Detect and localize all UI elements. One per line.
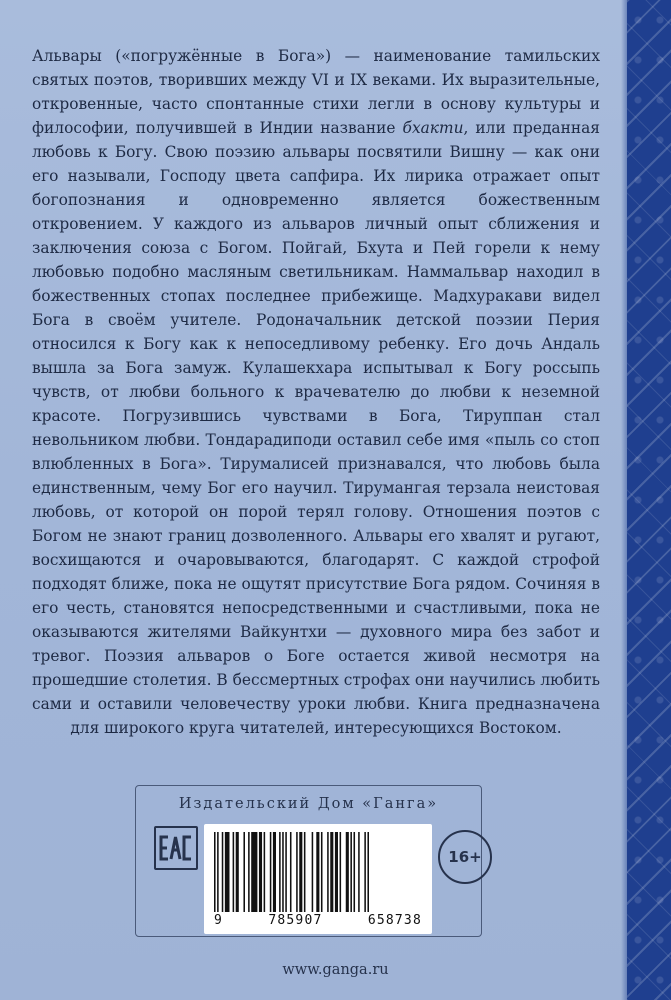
barcode-bar [290, 832, 292, 912]
barcode-bar [304, 832, 306, 912]
book-description [32, 44, 600, 740]
description-part-1: Альвары («погружённые в Бога») — наименование тамильских святых поэтов, творивших между VI и IX веками. Их выразительные, откровенные, часто спонтанные стихи легли в основу культуры и философии, получившей в Индии название [32, 47, 600, 137]
barcode-bar [259, 832, 262, 912]
barcode-bar [264, 832, 266, 912]
barcode-bar [273, 832, 276, 912]
isbn-barcode [204, 824, 432, 934]
barcode-bar [251, 832, 257, 912]
barcode-bar [346, 832, 349, 912]
barcode-bar [285, 832, 287, 912]
barcode-bar [321, 832, 323, 912]
barcode-bar [299, 832, 302, 912]
description-part-2: , или преданная любовь к Богу. Свою поэзию альвары посвятили Вишну — как они его называли, Господу цвета сапфира. Их лирика отражает опыт богопознания и одновременно является божественным откровением. У каждого из альваров личный опыт сближения и заключения союза с Богом. Пойгай, Бхута и Пей горели к нему любовью подобно масляным светильникам. Наммальвар находил в божественных стопах последнее прибежище. Мадхуракави видел Бога в своём учителе. Родоначальник детской поэзии Перия относился к Богу как к непоседливому ребенку. Его дочь Андаль вышла за Бога замуж. Кулашекхара испытывал к Богу россыпь чувств, от любви больного к врачевателю до любви к неземной красоте. Погрузившись чувствами в Бога, Тируппан стал невольником любви. Тондарадиподи оставил себе имя «пыль со стоп влюбленных в Бога». Тирумалисей признавался, что любовь была единственным, чему Бог его научил. Тирумангая терзала неистовая любовь, от которой он порой терял голову. Отношения поэтов с Богом не знают границ дозволенного. Альвары его хвалят и ругают, восхищаются и очаровываются, благодарят. С каждой строфой подходят ближе, пока не ощутят присутствие Бога рядом. Сочиняя в его честь, становятся непосредственными и счастливыми, пока не оказываются жителями Вайкунтхи — духовного мира без забот и тревог. Поэзия альваров о Боге остается живой несмотря на прошедшие столетия. В бессмертных строфах они научились любить сами и оставили человечеству уроки любви. Книга предназначена для широкого круга читателей, интересующихся Востоком. [32, 119, 600, 737]
barcode-bar [364, 832, 366, 912]
barcode-bar [358, 832, 360, 912]
barcode-bar [330, 832, 333, 912]
bhakti-term: бхакти [402, 119, 464, 137]
eac-certification-icon [154, 826, 198, 870]
barcode-bar [270, 832, 272, 912]
barcode-digits-right: 658738 [367, 913, 422, 928]
barcode-digits-left: 785907 [268, 913, 323, 928]
barcode-bar [282, 832, 284, 912]
barcode-bar [243, 832, 245, 912]
barcode-bar [233, 832, 235, 912]
ornamental-ribbon [627, 0, 671, 1000]
barcode-bar [350, 832, 352, 912]
barcode-bar [214, 832, 216, 912]
barcode-bar [367, 832, 369, 912]
publisher-name: Издательский Дом «Ганга» [178, 796, 439, 812]
barcode-bar [225, 832, 230, 912]
barcode-bar [340, 832, 342, 912]
publisher-website: www.ganga.ru [282, 962, 389, 978]
barcode-bar [296, 832, 298, 912]
barcode-bar [327, 832, 329, 912]
barcode-bar [217, 832, 219, 912]
barcode-bar [316, 832, 319, 912]
barcode-digits [214, 913, 422, 928]
barcode-bar [279, 832, 281, 912]
age-rating-badge: 16+ [438, 830, 492, 884]
barcode-bar [354, 832, 356, 912]
eac-logo-icon [156, 828, 196, 868]
barcode-bar [236, 832, 239, 912]
barcode-bar [335, 832, 338, 912]
barcode-digit-lead: 9 [214, 913, 224, 928]
barcode-bar [222, 832, 224, 912]
imprint-box [135, 785, 482, 937]
barcode-bar [312, 832, 314, 912]
barcode-bar [248, 832, 250, 912]
